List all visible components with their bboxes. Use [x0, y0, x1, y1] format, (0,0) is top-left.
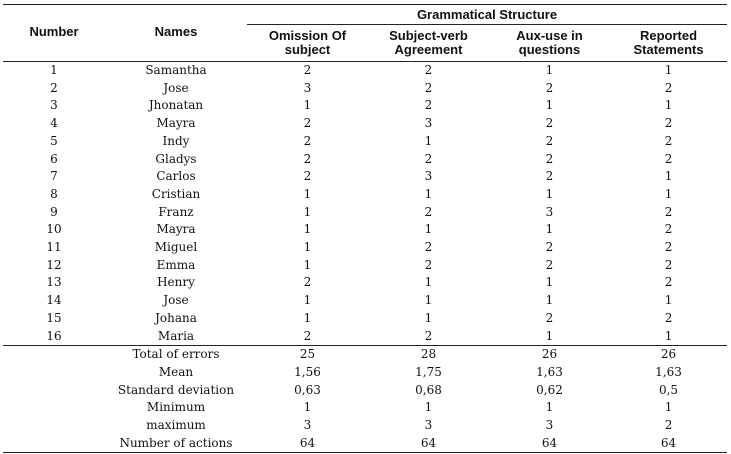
row-number: 14 — [46, 293, 62, 308]
row-number: 4 — [50, 116, 58, 131]
student-name: Henry — [157, 275, 195, 290]
empty-cell — [3, 417, 105, 435]
aux-use-value: 2 — [545, 169, 554, 184]
omission-of-subject-value: 1 — [303, 222, 312, 237]
omission-of-subject-value: 1 — [303, 310, 312, 325]
omission-of-subject-value: 2 — [303, 275, 312, 290]
summary-value: 0,68 — [415, 382, 442, 397]
summary-value: 1,63 — [655, 364, 682, 379]
subject-verb-agreement-value: 2 — [424, 63, 433, 77]
subject-verb-agreement-value: 3 — [424, 169, 433, 184]
student-name: Mayra — [156, 116, 196, 131]
row-number: 2 — [50, 80, 58, 95]
subject-verb-agreement-value: 2 — [424, 80, 433, 95]
table-row — [3, 239, 727, 257]
student-name: Miguel — [154, 240, 198, 255]
subject-verb-agreement-value: 1 — [424, 222, 433, 237]
row-number: 15 — [46, 310, 62, 325]
summary-row — [3, 382, 727, 400]
summary-value: 0,63 — [294, 382, 321, 397]
summary-value: 3 — [424, 418, 433, 433]
empty-cell — [3, 364, 105, 382]
summary-row — [3, 435, 727, 453]
summary-value: 64 — [489, 435, 610, 453]
student-name: Carlos — [156, 169, 196, 184]
aux-use-value: 2 — [545, 310, 554, 325]
aux-use-value: 1 — [545, 186, 554, 201]
summary-value: 28 — [368, 346, 489, 364]
summary-value: 25 — [247, 346, 368, 364]
table-row — [3, 257, 727, 275]
empty-cell — [3, 435, 105, 453]
reported-statements-value: 2 — [664, 151, 673, 166]
aux-use-value: 1 — [545, 98, 554, 113]
student-name: Mayra — [156, 222, 196, 237]
summary-value: 64 — [610, 435, 727, 453]
omission-of-subject-value: 3 — [303, 80, 312, 95]
reported-statements-value: 2 — [664, 222, 673, 237]
reported-statements-value: 2 — [664, 133, 673, 148]
reported-statements-value: 1 — [664, 328, 673, 343]
table-row — [3, 204, 727, 222]
summary-row — [3, 346, 727, 364]
subject-verb-agreement-value: 1 — [424, 310, 433, 325]
summary-value: 3 — [545, 418, 554, 433]
omission-of-subject-value: 1 — [303, 98, 312, 113]
summary-value: 64 — [368, 435, 489, 453]
student-name: Jhonatan — [148, 98, 204, 113]
omission-of-subject-value: 1 — [303, 293, 312, 308]
omission-of-subject-value: 2 — [303, 151, 312, 166]
summary-label: Minimum — [146, 400, 206, 415]
summary-value: 2 — [664, 418, 673, 433]
empty-cell — [3, 399, 105, 417]
table-row — [3, 133, 727, 151]
student-name: Gladys — [155, 151, 197, 166]
student-name: Jose — [163, 80, 189, 95]
summary-value: 26 — [489, 346, 610, 364]
subject-verb-agreement-value: 2 — [424, 151, 433, 166]
table-row — [3, 80, 727, 98]
results-table — [3, 4, 727, 453]
subject-verb-agreement-value: 1 — [424, 293, 433, 308]
header-number: Number — [3, 5, 105, 62]
aux-use-value: 1 — [545, 222, 554, 237]
empty-cell — [3, 346, 105, 364]
aux-use-value: 3 — [545, 204, 554, 219]
reported-statements-value: 1 — [664, 98, 673, 113]
reported-statements-value: 1 — [664, 186, 673, 201]
student-name: Emma — [156, 257, 196, 272]
subject-verb-agreement-value: 2 — [424, 328, 433, 343]
summary-label: Number of actions — [105, 435, 247, 453]
summary-value: 1 — [303, 400, 312, 415]
table-row — [3, 97, 727, 115]
table-row — [3, 62, 727, 80]
summary-value: 0,5 — [658, 382, 679, 397]
summary-row — [3, 417, 727, 435]
row-number: 8 — [50, 186, 58, 201]
student-name: Cristian — [151, 186, 201, 201]
row-number: 7 — [50, 169, 58, 184]
reported-statements-value: 2 — [664, 204, 673, 219]
table-row — [3, 221, 727, 239]
summary-value: 1,63 — [536, 364, 563, 379]
aux-use-value: 2 — [545, 257, 554, 272]
omission-of-subject-value: 2 — [303, 116, 312, 131]
header-reported-statements: Reported Statements — [610, 25, 727, 62]
student-name: Jose — [163, 293, 189, 308]
omission-of-subject-value: 2 — [303, 169, 312, 184]
aux-use-value: 2 — [545, 133, 554, 148]
summary-label: maximum — [146, 418, 206, 433]
empty-cell — [3, 382, 105, 400]
summary-value: 0,62 — [536, 382, 563, 397]
reported-statements-value: 2 — [664, 80, 673, 95]
header-subject-verb-agreement: Subject-verb Agreement — [368, 25, 489, 62]
row-number: 11 — [46, 240, 62, 255]
reported-statements-value: 1 — [664, 63, 673, 77]
omission-of-subject-value: 2 — [303, 328, 312, 343]
omission-of-subject-value: 1 — [303, 240, 312, 255]
row-number: 13 — [46, 275, 62, 290]
table-row — [3, 328, 727, 346]
row-number: 6 — [50, 151, 58, 166]
subject-verb-agreement-value: 2 — [424, 257, 433, 272]
reported-statements-value: 2 — [664, 116, 673, 131]
results-table-container — [3, 4, 727, 453]
subject-verb-agreement-value: 1 — [424, 133, 433, 148]
student-rows — [3, 62, 727, 346]
student-name: Maria — [157, 328, 195, 343]
aux-use-value: 2 — [545, 116, 554, 131]
summary-value: 3 — [303, 418, 312, 433]
summary-value: 1,56 — [294, 364, 321, 379]
table-row — [3, 151, 727, 169]
aux-use-value: 1 — [545, 63, 554, 77]
subject-verb-agreement-value: 1 — [424, 186, 433, 201]
omission-of-subject-value: 1 — [303, 204, 312, 219]
header-grammatical-structure: Grammatical Structure — [247, 5, 727, 25]
subject-verb-agreement-value: 1 — [424, 275, 433, 290]
aux-use-value: 2 — [545, 151, 554, 166]
row-number: 12 — [46, 257, 62, 272]
subject-verb-agreement-value: 2 — [424, 204, 433, 219]
table-row — [3, 310, 727, 328]
student-name: Samantha — [145, 63, 207, 77]
omission-of-subject-value: 2 — [303, 133, 312, 148]
reported-statements-value: 2 — [664, 310, 673, 325]
header-omission-of-subject: Omission Of subject — [247, 25, 368, 62]
table-row — [3, 274, 727, 292]
aux-use-value: 2 — [545, 240, 554, 255]
row-number: 16 — [46, 328, 62, 343]
student-name: Franz — [158, 204, 194, 219]
row-number: 5 — [50, 133, 58, 148]
summary-value: 64 — [247, 435, 368, 453]
summary-value: 1 — [424, 400, 433, 415]
reported-statements-value: 1 — [664, 169, 673, 184]
aux-use-value: 1 — [545, 293, 554, 308]
reported-statements-value: 1 — [664, 293, 673, 308]
reported-statements-value: 2 — [664, 275, 673, 290]
row-number: 9 — [50, 204, 58, 219]
row-number: 3 — [50, 98, 58, 113]
header-names: Names — [105, 5, 247, 62]
summary-value: 1,75 — [415, 364, 442, 379]
subject-verb-agreement-value: 2 — [424, 240, 433, 255]
omission-of-subject-value: 1 — [303, 257, 312, 272]
summary-rows — [3, 346, 727, 453]
omission-of-subject-value: 2 — [303, 63, 312, 77]
table-row — [3, 292, 727, 310]
header-aux-use-in-questions: Aux-use in questions — [489, 25, 610, 62]
summary-value: 1 — [545, 400, 554, 415]
summary-label: Standard deviation — [117, 382, 235, 397]
summary-row — [3, 364, 727, 382]
reported-statements-value: 2 — [664, 257, 673, 272]
aux-use-value: 1 — [545, 328, 554, 343]
student-name: Johana — [155, 310, 197, 325]
row-number: 10 — [46, 222, 62, 237]
omission-of-subject-value: 1 — [303, 186, 312, 201]
subject-verb-agreement-value: 2 — [424, 98, 433, 113]
summary-value: 1 — [664, 400, 673, 415]
summary-label: Total of errors — [105, 346, 247, 364]
subject-verb-agreement-value: 3 — [424, 116, 433, 131]
summary-value: 26 — [610, 346, 727, 364]
table-row — [3, 186, 727, 204]
reported-statements-value: 2 — [664, 240, 673, 255]
summary-label: Mean — [158, 364, 194, 379]
aux-use-value: 2 — [545, 80, 554, 95]
aux-use-value: 1 — [545, 275, 554, 290]
table-row — [3, 115, 727, 133]
summary-row — [3, 399, 727, 417]
table-row — [3, 168, 727, 186]
row-number: 1 — [50, 63, 58, 77]
student-name: Indy — [162, 133, 190, 148]
